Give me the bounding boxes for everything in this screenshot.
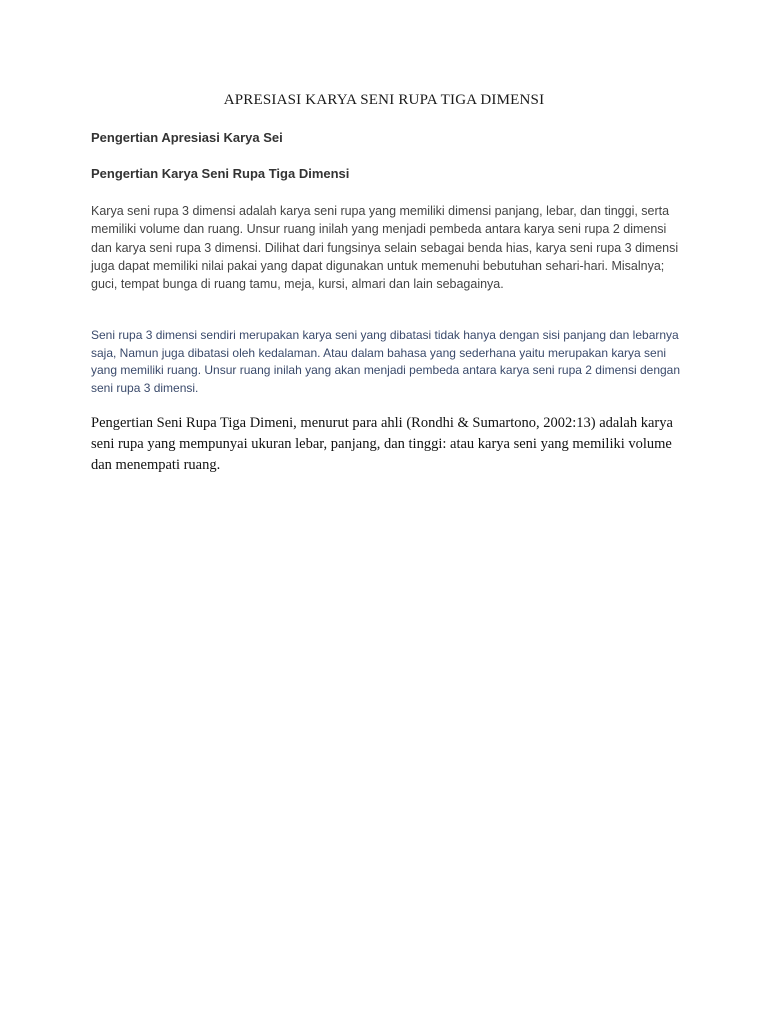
heading-apresiasi: Pengertian Apresiasi Karya Sei <box>91 130 283 145</box>
paragraph-dimension-explanation: Seni rupa 3 dimensi sendiri merupakan karya seni yang dibatasi tidak hanya dengan sisi panjang dan lebarnya saja, Namun juga dibatasi oleh kedalaman. Atau dalam bahasa yang sederhana yaitu merupakan karya seni yang memiliki ruang. Unsur ruang inilah yang akan menjadi pembeda antara karya seni rupa 2 dimensi dengan seni rupa 3 dimensi. <box>91 328 681 395</box>
heading-karya-seni-rupa: Pengertian Karya Seni Rupa Tiga Dimensi <box>91 166 350 181</box>
document-title: APRESIASI KARYA SENI RUPA TIGA DIMENSI <box>223 92 545 108</box>
paragraph-expert-definition: Pengertian Seni Rupa Tiga Dimeni, menurut para ahli (Rondhi & Sumartono, 2002:13) adalah karya seni rupa yang mempunyai ukuran lebar, panjang, dan tinggi: atau karya seni yang memiliki volume dan menempati ruang. <box>91 415 673 473</box>
paragraph-definition: Karya seni rupa 3 dimensi adalah karya seni rupa yang memiliki dimensi panjang, lebar, dan tinggi, serta memiliki volume dan ruang. Unsur ruang inilah yang menjadi pembeda antara karya seni rupa 2 dimensi dan karya seni rupa 3 dimensi. Dilihat dari fungsinya selain sebagai benda hias, karya seni rupa 3 dimensi juga dapat memiliki nilai pakai yang dapat digunakan untuk memenuhi bebutuhan sehari-hari. Misalnya; guci, tempat bunga di ruang tamu, meja, kursi, almari dan lain sebagainya. <box>91 204 679 292</box>
